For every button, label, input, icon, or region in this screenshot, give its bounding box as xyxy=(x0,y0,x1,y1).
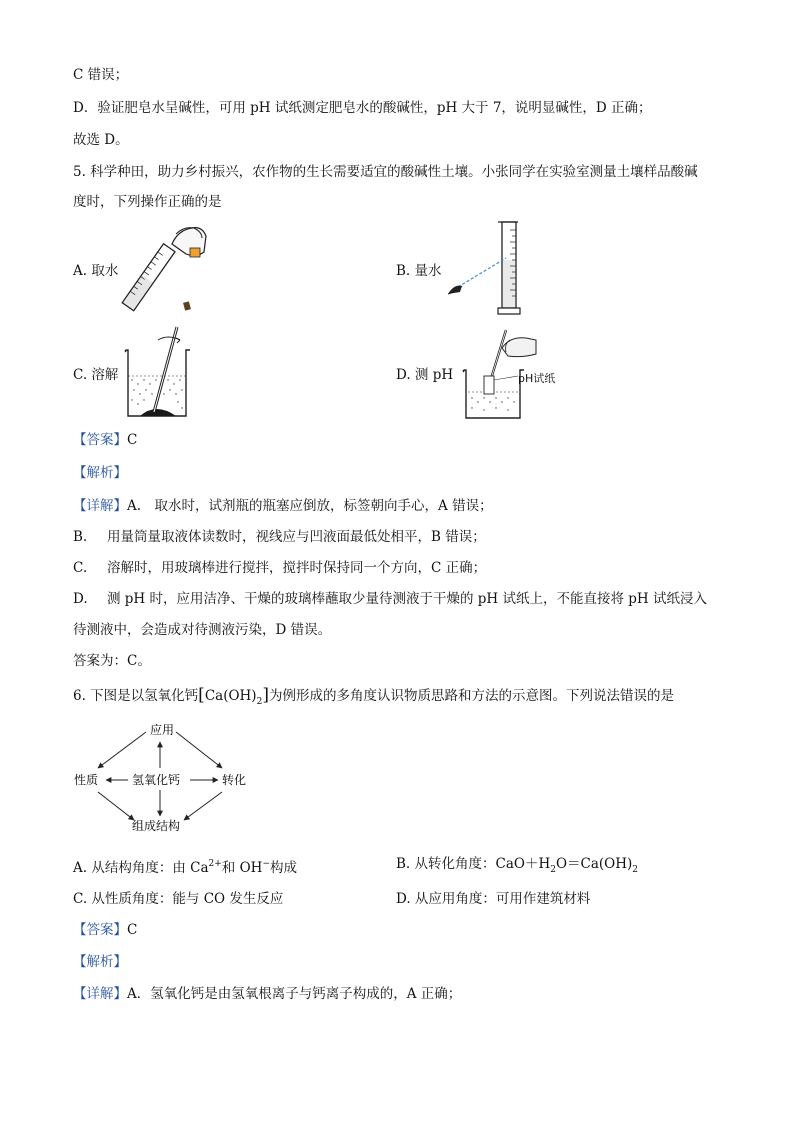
text-line: 故选 D。 xyxy=(73,132,129,148)
answer-summary: 答案为：C。 xyxy=(73,653,151,669)
ph-paper-label: pH试纸 xyxy=(518,372,556,385)
option-6c: C. 从性质角度：能与 CO 发生反应 xyxy=(73,891,284,907)
text-line: D．验证肥皂水呈碱性，可用 pH 试纸测定肥皂水的酸碱性，pH 大于 7，说明显碱性，D 正确； xyxy=(73,100,652,116)
diagram-node-property: 性质 xyxy=(74,773,99,787)
diagram-node-structure: 组成结构 xyxy=(132,819,181,833)
diagram-node-center: 氢氧化钙 xyxy=(132,773,181,787)
text-line: C 错误； xyxy=(73,67,129,83)
diagram-node-conversion: 转化 xyxy=(222,773,247,787)
formula: Ca(OH) xyxy=(204,688,257,704)
detail-label: 【详解】 xyxy=(73,498,127,514)
figure-measure-water xyxy=(440,220,550,320)
answer-line: 【答案】C xyxy=(73,922,138,938)
option-b-label: B. 量水 xyxy=(396,263,442,279)
figure-take-water xyxy=(120,222,220,317)
answer-line xyxy=(73,431,137,449)
concept-diagram xyxy=(70,718,270,838)
figure-dissolve xyxy=(120,322,200,422)
detail-line: 【详解】A．氢氧化钙是由氢氧根离子与钙离子构成的，A 正确； xyxy=(73,986,462,1002)
question-6-stem: 6. 下图是以氢氧化钙$[Ca(OH)_2]$为例形成的多角度认识物质思路和方法的示意图。下列说法错误的是 xyxy=(73,685,674,707)
option-6d: D. 从应用角度：可用作建筑材料 xyxy=(396,891,591,907)
answer-value: C xyxy=(127,922,138,938)
answer-value: C xyxy=(127,432,138,448)
option-6b: B. 从转化角度：$CaO+H_2O=Ca(OH)_2$ xyxy=(396,856,639,875)
option-d-label: D. 测 pH xyxy=(396,367,454,383)
figure-measure-ph xyxy=(460,326,590,422)
detail-line: B. 用量筒量取液体读数时，视线应与凹液面最低处相平，B 错误； xyxy=(73,529,486,545)
detail-line: 待测液中，会造成对待测液污染，D 错误。 xyxy=(73,622,332,638)
answer-label: 【答案】 xyxy=(73,432,127,448)
question-5-stem: 5. 科学种田，助力乡村振兴，农作物的生长需要适宜的酸碱性土壤。小张同学在实验室测量土壤样品酸碱 xyxy=(73,164,698,180)
diagram-node-application: 应用 xyxy=(150,723,175,737)
analysis-label: 【解析】 xyxy=(73,465,127,481)
question-5-stem: 度时，下列操作正确的是 xyxy=(73,194,222,210)
analysis-label: 【解析】 xyxy=(73,954,127,970)
option-6a: A. 从结构角度：由 $Ca^{2+}$和 OH−构成 xyxy=(73,859,297,876)
option-a-label: A. 取水 xyxy=(73,263,119,279)
option-c-label: C. 溶解 xyxy=(73,367,119,383)
detail-line: 【详解】A. 取水时，试剂瓶的瓶塞应倒放，标签朝向手心，A 错误； xyxy=(73,498,493,514)
detail-line: C. 溶解时，用玻璃棒进行搅拌，搅拌时保持同一个方向，C 正确； xyxy=(73,560,487,576)
detail-line: D. 测 pH 时，应用洁净、干燥的玻璃棒蘸取少量待测液于干燥的 pH 试纸上，不能直接将 pH 试纸浸入 xyxy=(73,591,707,607)
